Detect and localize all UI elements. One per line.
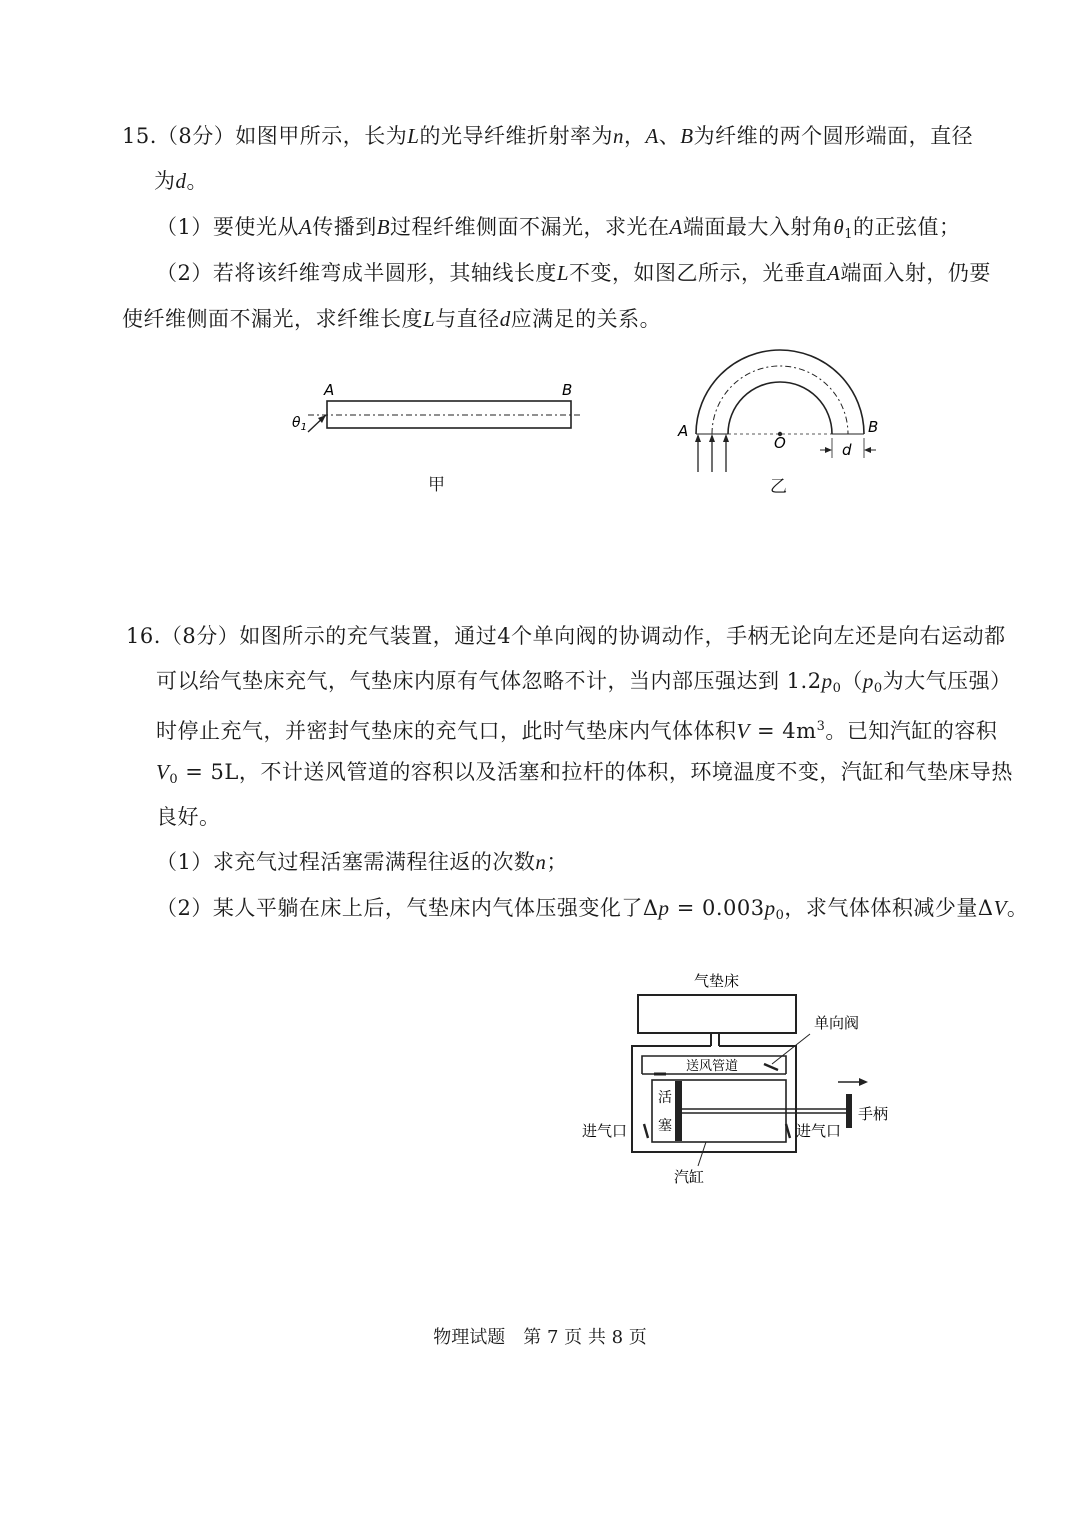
label-B-yi: B xyxy=(868,418,879,436)
valve-duct-right xyxy=(764,1064,778,1070)
cylinder xyxy=(652,1080,786,1142)
label-piston-2: 塞 xyxy=(658,1118,672,1134)
fiber-inner-arc xyxy=(728,382,832,434)
air-bed xyxy=(638,995,796,1033)
figure-yi xyxy=(670,340,890,480)
q15-part2-line2: 使纤维侧面不漏光，求纤维长度L与直径d应满足的关系。 xyxy=(122,307,662,331)
label-handle: 手柄 xyxy=(858,1105,889,1123)
q16-line4: $V_0 = 5L$，不计送风管道的容积以及活塞和拉杆的体积，环境温度不变，汽缸和气垫床导热 xyxy=(156,760,1013,787)
q15-part1: （1）要使光从A传播到B过程纤维侧面不漏光，求光在A端面最大入射角$\theta_1$的正弦值； xyxy=(156,215,961,242)
label-theta: $\theta_1$ xyxy=(292,415,307,433)
q16-line2: 可以给气垫床充气，气垫床内原有气体忽略不计，当内部压强达到 $1.2p_0(p_0$为大气压强） xyxy=(156,669,1012,696)
page-footer: 物理试题 第 7 页 共 8 页 xyxy=(433,1327,647,1348)
label-cylinder: 汽缸 xyxy=(674,1168,705,1186)
label-valve: 单向阀 xyxy=(814,1014,860,1032)
valve-inlet-left xyxy=(644,1124,648,1138)
label-inlet-left: 进气口 xyxy=(582,1122,628,1140)
label-inlet-right: 进气口 xyxy=(796,1122,842,1140)
label-duct: 送风管道 xyxy=(686,1059,739,1074)
label-O: O xyxy=(774,434,786,452)
label-A-jia: A xyxy=(324,381,335,399)
fiber-axis-arc xyxy=(712,366,848,434)
fiber-outer-arc xyxy=(696,350,864,434)
caption-jia: 甲 xyxy=(428,475,445,495)
cylinder-pointer xyxy=(698,1142,706,1166)
valve-pointer xyxy=(772,1034,810,1064)
q15-line2: 为d。 xyxy=(154,169,208,193)
ray-2-arrow xyxy=(709,434,715,442)
figure-pump xyxy=(570,960,910,1200)
caption-yi: 乙 xyxy=(770,477,787,497)
motion-arrow-head xyxy=(859,1078,868,1086)
q16-line3: 时停止充气，并密封气垫床的充气口，此时气垫床内气体体积$V = 4m^3$。已知汽缸的容积 xyxy=(156,719,998,743)
label-d: d xyxy=(842,441,852,459)
dim-left-head xyxy=(825,447,832,453)
label-A-yi: A xyxy=(678,422,689,440)
q16-part2: （2）某人平躺在床上后，气垫床内气体压强变化了$\Delta p = 0.003p_0$，求气体体积减少量ΔV。 xyxy=(156,896,1029,923)
dim-right-head xyxy=(864,447,871,453)
handle xyxy=(846,1094,852,1128)
q16-line5: 良好。 xyxy=(156,805,221,829)
q16-line1: 16.（8分）如图所示的充气装置，通过4个单向阀的协调动作，手柄无论向左还是向右运动都 xyxy=(126,624,1006,648)
q15-line1: 15.（8分）如图甲所示，长为L的光导纤维折射率为n，A、B为纤维的两个圆形端面，直径 xyxy=(122,124,974,148)
ray-1-arrow xyxy=(695,434,701,442)
ray-3-arrow xyxy=(723,434,729,442)
q16-part1: （1）求充气过程活塞需满程往返的次数n； xyxy=(156,850,568,874)
piston xyxy=(675,1081,682,1141)
label-bed: 气垫床 xyxy=(694,972,740,990)
label-B-jia: B xyxy=(562,381,573,399)
label-piston-1: 活 xyxy=(658,1090,672,1106)
q15-part2: （2）若将该纤维弯成半圆形，其轴线长度L不变，如图乙所示，光垂直A端面入射，仍要 xyxy=(156,261,991,285)
